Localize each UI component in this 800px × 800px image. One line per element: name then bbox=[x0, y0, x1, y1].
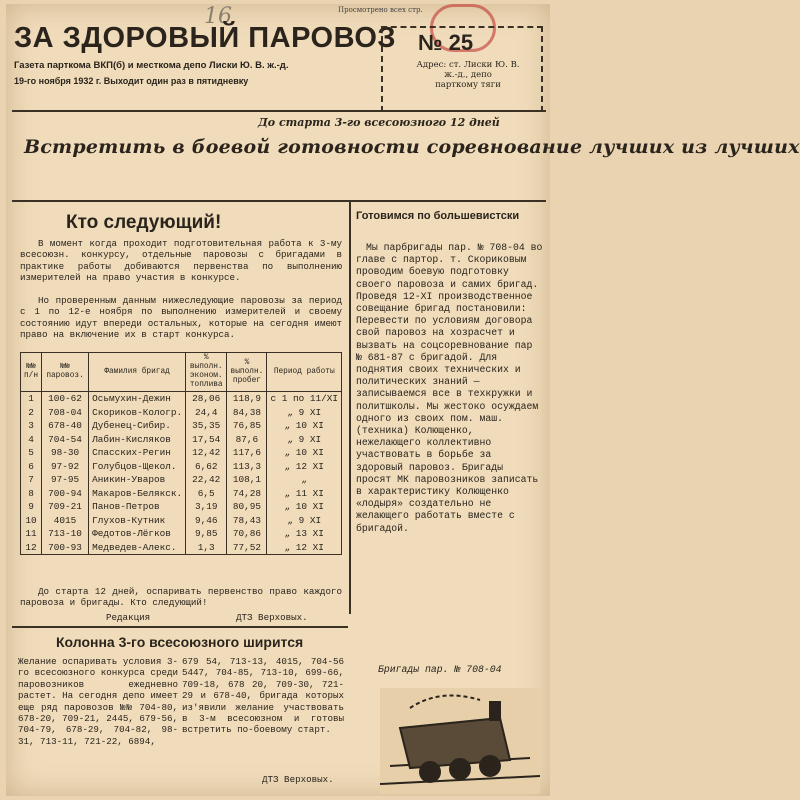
side-text: Мы парбригады пар. № 708-04 во главе с партор. т. Скориковым проводим боевую подготовку своего паровоза и самих бригад. Проведя 12-XI производственное совещание бригад постановили: Перевести по условиям договора свой паровоз на хозрасчет и вызвать на соцсоревнование пар № 681-87 с бригадой. Для поднятия своих технических и политических знаний — записываемся все в техкружки и политшколы. Мы жестоко осуждаем одного из своих пом. маш. (техника) Колющенко, нежелающего коллективно участвовать в борьбе за здоровый паровоз. Бригады просят МК паровозников записать в характеристику Колющенко «лодыря» создательно не желающего работать вместе с бригадой. bbox=[356, 242, 543, 534]
table-cell: 11 bbox=[21, 527, 42, 541]
lead-closing: До старта 12 дней, оспаривать первенство право каждого паровоза и бригады. Кто следующий! bbox=[20, 586, 342, 609]
table-row bbox=[21, 446, 342, 460]
table-cell: 76,85 bbox=[227, 419, 267, 433]
table-cell: „ 12 XI bbox=[267, 541, 342, 555]
column-divider bbox=[349, 202, 351, 614]
table-cell: 704-54 bbox=[42, 433, 89, 447]
table-cell: Спасских-Регин bbox=[89, 446, 186, 460]
table-cell: 9 bbox=[21, 500, 42, 514]
table-row bbox=[21, 406, 342, 420]
pencil-mark: 16 bbox=[204, 4, 232, 29]
table-cell: 117,6 bbox=[227, 446, 267, 460]
divider bbox=[12, 110, 546, 112]
lead-signature-right: ДТЗ Верховых. bbox=[236, 612, 308, 623]
table-cell: 77,52 bbox=[227, 541, 267, 555]
table-row bbox=[21, 419, 342, 433]
table-cell: Панов-Петров bbox=[89, 500, 186, 514]
masthead-subtitle: Газета парткома ВКП(б) и месткома депо Лиски Ю. В. ж.-д. bbox=[14, 60, 289, 71]
lead-title: Кто следующий! bbox=[66, 212, 222, 233]
table-header: №№ паровоз. bbox=[42, 353, 89, 392]
column-right-text: 679 54, 713-13, 4015, 704-56 5447, 704-85, 713-10, 699-66, 709-18, 678 20, 709-30, 721-29 и 678-40, бригада которых из'явили желание участвовать в 3-м всесоюзном и готовы встретить по-боевому старт. bbox=[182, 656, 344, 736]
table-cell: „ 9 XI bbox=[267, 406, 342, 420]
banner-headline: Встретить в боевой готовности соревнование лучших из лучших bbox=[24, 136, 800, 158]
table-cell: 10 bbox=[21, 514, 42, 528]
table-cell: 9,46 bbox=[186, 514, 227, 528]
table-cell: 3 bbox=[21, 419, 42, 433]
table-cell: 97-92 bbox=[42, 460, 89, 474]
table-cell: „ 11 XI bbox=[267, 487, 342, 501]
table-cell: 84,38 bbox=[227, 406, 267, 420]
table-row bbox=[21, 487, 342, 501]
table-cell: 2 bbox=[21, 406, 42, 420]
table-cell: 78,43 bbox=[227, 514, 267, 528]
table-cell: 87,6 bbox=[227, 433, 267, 447]
table-cell: 4015 bbox=[42, 514, 89, 528]
table-cell: 80,95 bbox=[227, 500, 267, 514]
table-cell: 5 bbox=[21, 446, 42, 460]
divider bbox=[12, 626, 348, 628]
table-cell: 12,42 bbox=[186, 446, 227, 460]
table-cell: 24,4 bbox=[186, 406, 227, 420]
table-cell: 4 bbox=[21, 433, 42, 447]
table-cell: „ bbox=[267, 473, 342, 487]
table-cell: 6,5 bbox=[186, 487, 227, 501]
table-cell: 678-40 bbox=[42, 419, 89, 433]
table-cell: „ 10 XI bbox=[267, 419, 342, 433]
table-cell: 74,28 bbox=[227, 487, 267, 501]
table-cell: Лабин-Кисляков bbox=[89, 433, 186, 447]
divider bbox=[12, 200, 546, 202]
column-title: Колонна 3-го всесоюзного ширится bbox=[56, 634, 304, 650]
table-cell: 35,35 bbox=[186, 419, 227, 433]
table-cell: 8 bbox=[21, 487, 42, 501]
banner-tag: До старта 3-го всесоюзного 12 дней bbox=[258, 116, 500, 129]
table-cell: 1 bbox=[21, 392, 42, 406]
table-cell: „ 10 XI bbox=[267, 500, 342, 514]
table-header: Фамилия бригад bbox=[89, 353, 186, 392]
table-cell: 3,19 bbox=[186, 500, 227, 514]
table-row bbox=[21, 460, 342, 474]
column-left-text: Желание оспаривать условия 3-го всесоюзного конкурса среди паровозников ежедневно растет. На сегодня депо имеет еще ряд паровозов №№ 704-80, 678-20, 709-21, 2445, 679-56, 704-79, 678-29, 704-82, 98-31, 713-11, 721-22, 6894, bbox=[18, 656, 178, 747]
table-cell: „ 12 XI bbox=[267, 460, 342, 474]
table-cell: Аникин-Уваров bbox=[89, 473, 186, 487]
table-cell: Глухов-Кутник bbox=[89, 514, 186, 528]
table-cell: 12 bbox=[21, 541, 42, 555]
table-row bbox=[21, 392, 342, 406]
table-row bbox=[21, 527, 342, 541]
table-row bbox=[21, 473, 342, 487]
table-row bbox=[21, 541, 342, 555]
table-cell: с 1 по 11/XI bbox=[267, 392, 342, 406]
table-cell: 70,86 bbox=[227, 527, 267, 541]
locomotive-illustration-icon bbox=[380, 688, 540, 794]
table-header: % выполн. пробег bbox=[227, 353, 267, 392]
table-header: Период работы bbox=[267, 353, 342, 392]
table-cell: „ 10 XI bbox=[267, 446, 342, 460]
table-cell: Скориков-Кологр. bbox=[89, 406, 186, 420]
table-cell: 6 bbox=[21, 460, 42, 474]
issue-address: Адрес: ст. Лиски Ю. В. ж.-д., депо парткому тяги bbox=[416, 60, 520, 90]
table-cell: 7 bbox=[21, 473, 42, 487]
table-header: №№ п/н bbox=[21, 353, 42, 392]
table-cell: 100-62 bbox=[42, 392, 89, 406]
table-cell: „ 9 XI bbox=[267, 433, 342, 447]
table-cell: 6,62 bbox=[186, 460, 227, 474]
table-cell: Голубцов-Щекол. bbox=[89, 460, 186, 474]
table-cell: 1,3 bbox=[186, 541, 227, 555]
table-cell: 17,54 bbox=[186, 433, 227, 447]
lead-paragraph-1: В момент когда проходит подготовительная работа к 3-му всесоюзн. конкурсу, отдельные паровозы с бригадами в практике работы добиваются первенства по выполнению измерителей на право участия в конкурсе. bbox=[20, 238, 342, 284]
masthead-title: ЗА ЗДОРОВЫЙ ПАРОВОЗ bbox=[14, 22, 397, 54]
table-cell: 113,3 bbox=[227, 460, 267, 474]
lead-signature-left: Редакция bbox=[106, 612, 151, 623]
table-row bbox=[21, 500, 342, 514]
table-cell: 9,85 bbox=[186, 527, 227, 541]
archive-stamp-text: Просмотрено всех стр. bbox=[338, 6, 423, 14]
table-cell: 713-10 bbox=[42, 527, 89, 541]
side-signature: Бригады пар. № 708-04 bbox=[378, 664, 502, 675]
results-table bbox=[20, 352, 342, 555]
side-title: Готовимся по большевистски bbox=[356, 210, 520, 222]
lead-paragraph-2: Но проверенным данным нижеследующие паровозы за период с 1 по 12-е ноября по выполнению измерителей и своему состоянию идут впереди остальных, которые на сегодня имеют право на включение их в старт конкурса. bbox=[20, 295, 342, 341]
newspaper-page bbox=[6, 4, 800, 796]
dateline: 19-го ноября 1932 г. Выходит один раз в пятидневку bbox=[14, 76, 249, 86]
table-cell: 709-21 bbox=[42, 500, 89, 514]
column-signature: ДТЗ Верховых. bbox=[262, 774, 334, 785]
table-cell: „ 9 XI bbox=[267, 514, 342, 528]
table-cell: „ 13 XI bbox=[267, 527, 342, 541]
table-cell: Макаров-Белякск. bbox=[89, 487, 186, 501]
table-cell: 118,9 bbox=[227, 392, 267, 406]
table-cell: Осьмухин-Дежин bbox=[89, 392, 186, 406]
table-cell: Дубенец-Сибир. bbox=[89, 419, 186, 433]
table-cell: Медведев-Алекс. bbox=[89, 541, 186, 555]
table-row bbox=[21, 514, 342, 528]
table-cell: 108,1 bbox=[227, 473, 267, 487]
table-cell: Федотов-Лёгков bbox=[89, 527, 186, 541]
table-header: % выполн. эконом. топлива bbox=[186, 353, 227, 392]
table-cell: 97-95 bbox=[42, 473, 89, 487]
table-cell: 28,06 bbox=[186, 392, 227, 406]
table-cell: 700-93 bbox=[42, 541, 89, 555]
table-cell: 700-94 bbox=[42, 487, 89, 501]
table-cell: 98-30 bbox=[42, 446, 89, 460]
issue-number: № 25 bbox=[418, 30, 474, 55]
table-cell: 22,42 bbox=[186, 473, 227, 487]
table-row bbox=[21, 433, 342, 447]
table-cell: 708-04 bbox=[42, 406, 89, 420]
